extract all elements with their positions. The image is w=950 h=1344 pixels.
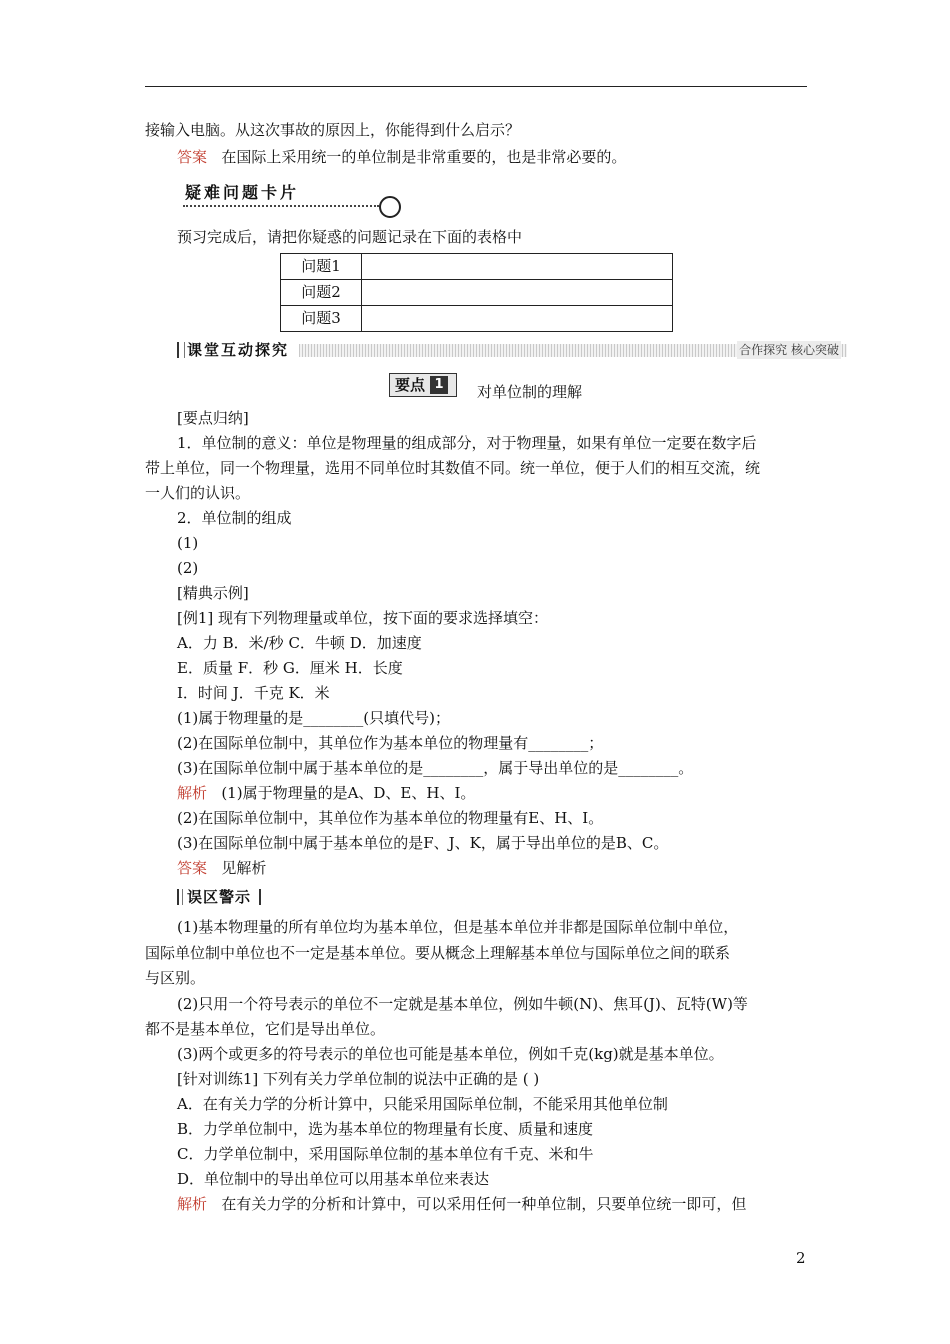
- example-analysis-2: (2)在国际单位制中，其单位作为基本单位的物理量有E、H、I。: [177, 809, 604, 827]
- question-card-title: 疑难问题卡片: [185, 183, 300, 202]
- question-label: 问题1: [281, 254, 362, 280]
- question-card-heading: [183, 183, 405, 213]
- example-options-3: I．时间 J．千克 K．米: [177, 684, 330, 702]
- answer-label: 答案: [177, 859, 208, 877]
- header-rule: [145, 86, 807, 87]
- summary-p1-line2: 带上单位，同一个物理量，选用不同单位时其数值不同。统一单位，便于人们的相互交流，统: [145, 459, 761, 477]
- question-table: [280, 253, 673, 332]
- key-point-badge: [389, 373, 457, 397]
- practice-analysis: [177, 1193, 746, 1215]
- intro-line: 接输入电脑。从这次事故的原因上，你能得到什么启示？: [145, 121, 521, 139]
- example-analysis-1: [177, 782, 475, 804]
- example-stem: [例1] 现有下列物理量或单位，按下面的要求选择填空：: [177, 609, 549, 627]
- practice-stem: [针对训练1] 下列有关力学单位制的说法中正确的是 ( ): [177, 1070, 540, 1088]
- section-title: 课堂互动探究: [187, 341, 290, 359]
- section-subtitle: 合作探究 核心突破: [739, 343, 839, 357]
- summary-sub1: (1): [177, 534, 199, 552]
- answer-text: 见解析: [221, 859, 267, 877]
- table-row: [281, 306, 673, 332]
- page-number: 2: [796, 1249, 806, 1267]
- summary-sub2: (2): [177, 559, 199, 577]
- answer-text: 在国际上采用统一的单位制是非常重要的，也是非常必要的。: [221, 148, 627, 166]
- summary-p1-line3: 一人们的认识。: [145, 484, 251, 502]
- practice-option-d: D．单位制中的导出单位可以用基本单位来表达: [177, 1170, 490, 1188]
- warning-title: 误区警示: [187, 888, 252, 906]
- practice-option-b: B．力学单位制中，选为基本单位的物理量有长度、质量和速度: [177, 1120, 594, 1138]
- summary-heading: [要点归纳]: [177, 409, 249, 427]
- practice-option-c: C．力学单位制中，采用国际单位制的基本单位有千克、米和牛: [177, 1145, 594, 1163]
- table-row: [281, 254, 673, 280]
- warning-2-line1: (2)只用一个符号表示的单位不一定就是基本单位，例如牛顿(N)、焦耳(J)、瓦特(W)等: [177, 995, 748, 1013]
- question-card-instruction: 预习完成后，请把你疑惑的问题记录在下面的表格中: [177, 228, 523, 246]
- example-question-1: (1)属于物理量的是________(只填代号)；: [177, 709, 450, 727]
- warning-2-line2: 都不是基本单位，它们是导出单位。: [145, 1020, 386, 1038]
- summary-p1-line1: 1．单位制的意义：单位是物理量的组成部分，对于物理量，如果有单位一定要在数字后: [177, 434, 757, 452]
- warning-1-line3: 与区别。: [145, 969, 206, 987]
- warning-marker: [259, 889, 261, 905]
- example-answer: [177, 857, 266, 879]
- example-options-1: A．力 B．米/秒 C．牛顿 D．加速度: [177, 634, 422, 652]
- warning-1-line2: 国际单位制中单位也不一定是基本单位。要从概念上理解基本单位与国际单位之间的联系: [145, 944, 731, 962]
- key-point-label: 要点: [395, 376, 426, 394]
- table-row: [281, 280, 673, 306]
- warning-marker: [177, 889, 179, 905]
- example-options-2: E．质量 F．秒 G．厘米 H．长度: [177, 659, 403, 677]
- question-label: 问题3: [281, 306, 362, 332]
- section-marker: [177, 342, 185, 358]
- dotted-divider: [183, 205, 379, 207]
- analysis-label: 解析: [177, 784, 208, 802]
- warning-marker: [182, 889, 183, 905]
- circle-icon: [379, 196, 401, 218]
- question-field[interactable]: [362, 254, 673, 280]
- summary-p2: 2．单位制的组成: [177, 509, 292, 527]
- section-banner: [177, 340, 847, 360]
- warning-3: (3)两个或更多的符号表示的单位也可能是基本单位，例如千克(kg)就是基本单位。: [177, 1045, 724, 1063]
- answer-label: 答案: [177, 148, 208, 166]
- example-question-3: (3)在国际单位制中属于基本单位的是________，属于导出单位的是________。: [177, 759, 694, 777]
- key-point-title: 对单位制的理解: [477, 383, 583, 401]
- example-question-2: (2)在国际单位制中，其单位作为基本单位的物理量有________；: [177, 734, 604, 752]
- question-label: 问题2: [281, 280, 362, 306]
- key-point-number: 1: [430, 376, 448, 394]
- analysis-label: 解析: [177, 1195, 208, 1213]
- example-analysis-3: (3)在国际单位制中属于基本单位的是F、J、K，属于导出单位的是B、C。: [177, 834, 669, 852]
- question-field[interactable]: [362, 306, 673, 332]
- analysis-text: 在有关力学的分析和计算中，可以采用任何一种单位制，只要单位统一即可，但: [221, 1195, 747, 1213]
- intro-answer: [177, 146, 626, 168]
- analysis-text: (1)属于物理量的是A、D、E、H、I。: [221, 784, 476, 802]
- warning-1-line1: (1)基本物理量的所有单位均为基本单位，但是基本单位并非都是国际单位制中单位，: [177, 918, 739, 936]
- question-field[interactable]: [362, 280, 673, 306]
- practice-option-a: A．在有关力学的分析计算中，只能采用国际单位制，不能采用其他单位制: [177, 1095, 668, 1113]
- example-heading: [精典示例]: [177, 584, 249, 602]
